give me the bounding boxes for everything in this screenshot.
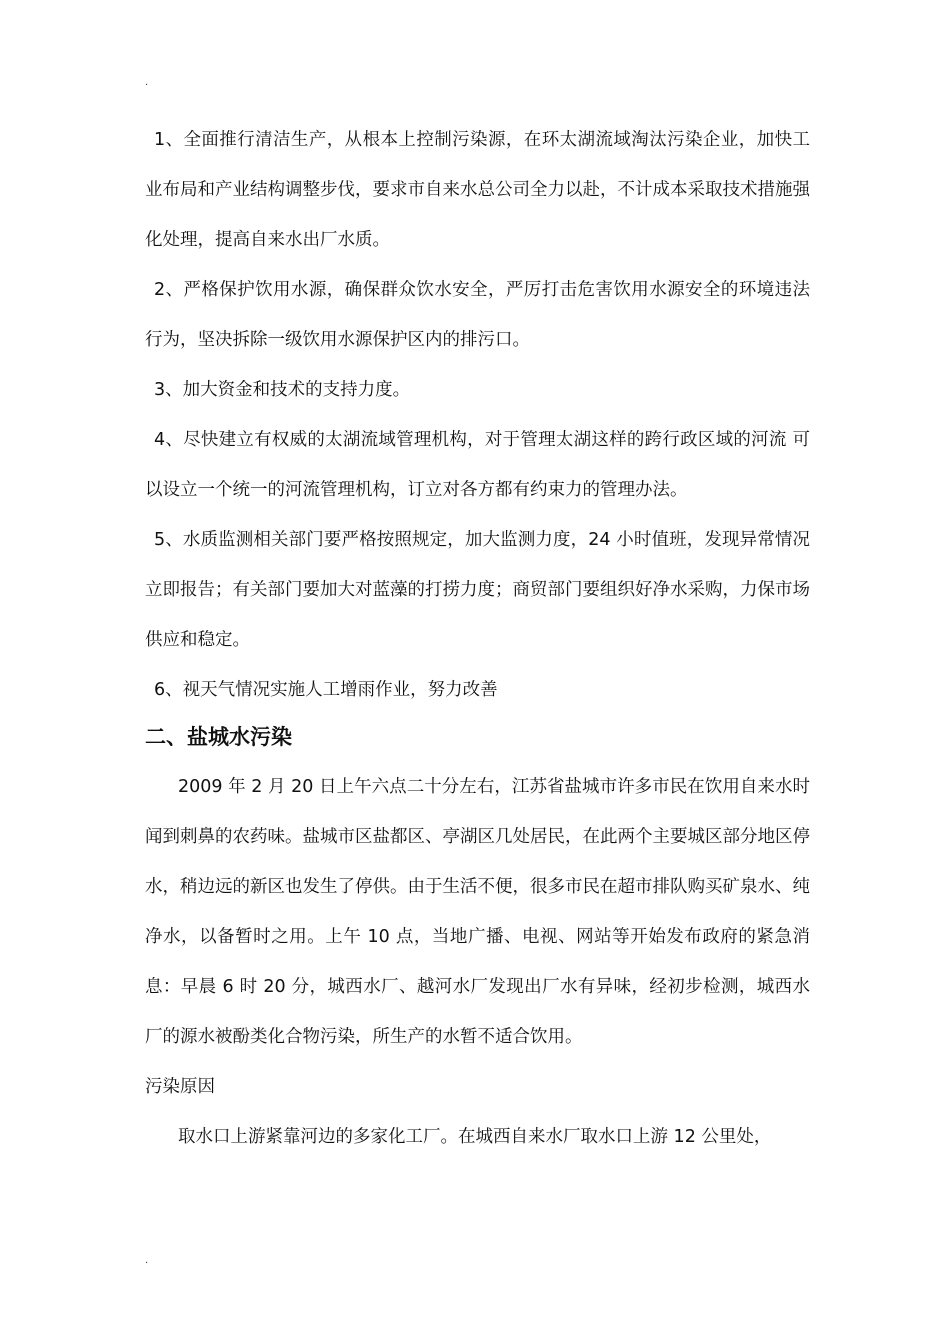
document-body xyxy=(145,115,810,1162)
page-marker-bottom: . xyxy=(145,1255,149,1266)
section-heading: 二、盐城水污染 xyxy=(145,725,292,749)
measure-item-5: 5、水质监测相关部门要严格按照规定，加大监测力度，24 小时值班，发现异常情况立即报告；有关部门要加大对蓝藻的打捞力度；商贸部门要组织好净水采购，力保市场供应和稳定。 xyxy=(145,530,810,650)
intro-paragraph: 2009 年 2 月 20 日上午六点二十分左右，江苏省盐城市许多市民在饮用自来水时闻到刺鼻的农药味。盐城市区盐都区、亭湖区几处居民，在此两个主要城区部分地区停水，稍边远的新区也发生了停供。由于生活不便，很多市民在超市排队购买矿泉水、纯净水，以备暂时之用。上午 10 点，当地广播、电视、网站等开始发布政府的紧急消息：早晨 6 时 20 分，城西水厂、越河水厂发现出厂水有异味，经初步检测，城西水厂的源水被酚类化合物污染，所生产的水暂不适合饮用。 xyxy=(145,777,810,1047)
subheading-cause: 污染原因 xyxy=(145,1077,215,1097)
measure-item-1: 1、全面推行清洁生产，从根本上控制污染源，在环太湖流域淘汰污染企业，加快工业布局和产业结构调整步伐，要求市自来水总公司全力以赴，不计成本采取技术措施强化处理，提高自来水出厂水质。 xyxy=(145,130,810,250)
measure-item-2: 2、严格保护饮用水源，确保群众饮水安全，严厉打击危害饮用水源安全的环境违法行为，坚决拆除一级饮用水源保护区内的排污口。 xyxy=(145,280,810,350)
page-marker-top: . xyxy=(145,77,149,88)
measure-item-6: 6、视天气情况实施人工增雨作业，努力改善 xyxy=(154,680,498,700)
measure-item-3: 3、加大资金和技术的支持力度。 xyxy=(154,380,411,400)
measure-item-4: 4、尽快建立有权威的太湖流域管理机构，对于管理太湖这样的跨行政区域的河流 可以设立一个统一的河流管理机构，订立对各方都有约束力的管理办法。 xyxy=(145,430,810,500)
cause-paragraph: 取水口上游紧靠河边的多家化工厂。在城西自来水厂取水口上游 12 公里处， xyxy=(178,1127,772,1147)
